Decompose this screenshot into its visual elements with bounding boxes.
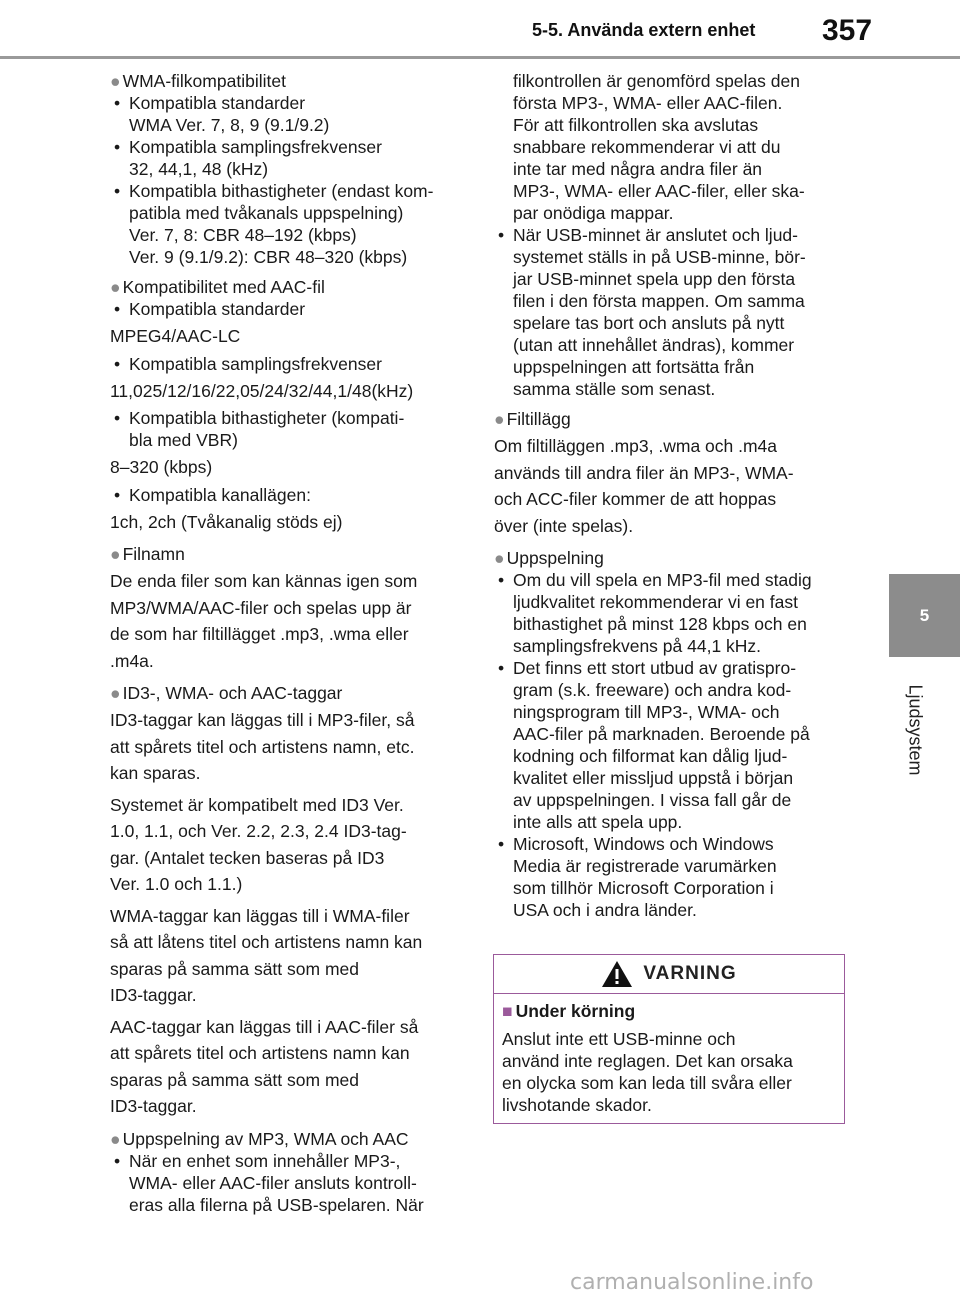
- right-column: [494, 70, 854, 921]
- paragraph: ID3-taggar kan läggas till i MP3-filer, så att spårets titel och artistens namn, etc. kan sparas.: [110, 710, 415, 783]
- bullet-dot-icon: ●: [494, 409, 505, 429]
- warning-triangle-icon: [601, 960, 633, 988]
- page-number: 357: [822, 14, 873, 47]
- section-heading: ● Filtillägg: [494, 409, 571, 429]
- list-item: • Kompatibla standarder WMA Ver. 7, 8, 9 (9.1/9.2): [110, 92, 470, 136]
- warning-subheading: ■ Under körning: [502, 1001, 636, 1021]
- list-item-continued: filkontrollen är genomförd spelas den första MP3-, WMA- eller AAC-filen. För att filkontrollen ska avslutas snabbare rekommenderar vi att du inte tar med några andra filer än MP3-, WMA- eller AAC-filer, eller ska- par onödiga mappar.: [513, 71, 805, 223]
- bullet-dot-icon: ●: [494, 548, 505, 568]
- list-item: • Kompatibla samplingsfrekvenser 32, 44,1, 48 (kHz): [110, 136, 470, 180]
- list-item: • Kompatibla samplingsfrekvenser: [110, 353, 470, 375]
- section-heading: ● ID3-, WMA- och AAC-taggar: [110, 683, 343, 703]
- bullet-dot-icon: ●: [110, 71, 121, 91]
- chapter-tab-label: Ljudsystem: [905, 684, 926, 776]
- list-item: • När en enhet som innehåller MP3-, WMA- eller AAC-filer ansluts kontroll- eras alla filerna på USB-spelaren. När: [110, 1150, 470, 1216]
- list-item: • Kompatibla bithastigheter (endast kom- patibla med tvåkanals uppspelning) Ver. 7, 8: CBR 48–192 (kbps) Ver. 9 (9.1/9.2): CBR 48–320 (kbps): [110, 180, 470, 268]
- list-item: • När USB-minnet är anslutet och ljud- systemet ställs in på USB-minne, bör- jar USB-minnet spela upp den första filen i den första mappen. Om samma spelare tas bort och ansluts på nytt (utan att innehållet ändras), kommer uppspelningen att fortsätta från samma ställe som senast.: [494, 224, 854, 400]
- list-item: • Det finns ett stort utbud av gratispro- gram (s.k. freeware) och andra kod- ningsprogram till MP3-, WMA- och AAC-filer på marknaden. Beroende på kodning och filformat kan dålig ljud- kvalitet eller missljud uppstå i början av uppspelningen. I vissa fall går de inte alls att spela upp.: [494, 657, 854, 833]
- watermark: carmanualsonline.info: [570, 1270, 814, 1295]
- paragraph: 11,025/12/16/22,05/24/32/44,1/48(kHz): [110, 380, 414, 401]
- bullet-dot-icon: ●: [110, 683, 121, 703]
- chapter-tab-number: 5: [889, 574, 960, 657]
- list-item: • Kompatibla kanallägen:: [110, 484, 470, 506]
- bullet-dot-icon: ●: [110, 544, 121, 564]
- square-bullet-icon: ■: [502, 1001, 513, 1021]
- section-title: 5-5. Använda extern enhet: [532, 20, 756, 40]
- bullet-dot-icon: ●: [110, 277, 121, 297]
- left-column: [110, 70, 470, 1216]
- warning-text: Anslut inte ett USB-minne och använd inte reglagen. Det kan orsaka en olycka som kan leda till svåra eller livshotande skador.: [502, 1029, 793, 1115]
- paragraph: WMA-taggar kan läggas till i WMA-filer så att låtens titel och artistens namn kan sparas på samma sätt som med ID3-taggar.: [110, 905, 423, 1005]
- paragraph: 1ch, 2ch (Tvåkanalig stöds ej): [110, 511, 343, 532]
- list-item: • Microsoft, Windows och Windows Media är registrerade varumärken som tillhör Microsoft Corporation i USA och i andra länder.: [494, 833, 854, 921]
- warning-body: [494, 994, 844, 1116]
- section-heading: ● Filnamn: [110, 544, 185, 564]
- section-heading: ● Uppspelning: [494, 548, 604, 568]
- paragraph: AAC-taggar kan läggas till i AAC-filer så att spårets titel och artistens namn kan sparas på samma sätt som med ID3-taggar.: [110, 1016, 419, 1116]
- paragraph: Om filtilläggen .mp3, .wma och .m4a används till andra filer än MP3-, WMA- och ACC-filer kommer de att hoppas över (inte spelas).: [494, 436, 794, 536]
- section-heading: ● WMA-filkompatibilitet: [110, 71, 286, 91]
- list-item: • Om du vill spela en MP3-fil med stadig ljudkvalitet rekommenderar vi en fast bithastighet på minst 128 kbps och en samplingsfrekvens på 44,1 kHz.: [494, 569, 854, 657]
- paragraph: Systemet är kompatibelt med ID3 Ver. 1.0, 1.1, och Ver. 2.2, 2.3, 2.4 ID3-tag- gar. (Antalet tecken baseras på ID3 Ver. 1.0 och 1.1.): [110, 794, 407, 894]
- chapter-tab-label-box: [885, 670, 945, 790]
- list-item: • Kompatibla bithastigheter (kompati- bla med VBR): [110, 407, 470, 451]
- bullet-dot-icon: ●: [110, 1128, 121, 1149]
- list-item: • Kompatibla standarder: [110, 298, 470, 320]
- warning-header: [494, 955, 844, 994]
- paragraph: De enda filer som kan kännas igen som MP3/WMA/AAC-filer och spelas upp är de som har filtillägget .mp3, .wma eller .m4a.: [110, 571, 418, 671]
- warning-title: VARNING: [643, 963, 737, 984]
- section-heading: ● Kompatibilitet med AAC-fil: [110, 277, 325, 297]
- header-divider: [0, 56, 960, 59]
- paragraph: MPEG4/AAC-LC: [110, 326, 241, 346]
- paragraph: 8–320 (kbps): [110, 457, 213, 477]
- warning-box: [493, 954, 845, 1124]
- section-heading: ● Uppspelning av MP3, WMA och AAC: [110, 1128, 409, 1149]
